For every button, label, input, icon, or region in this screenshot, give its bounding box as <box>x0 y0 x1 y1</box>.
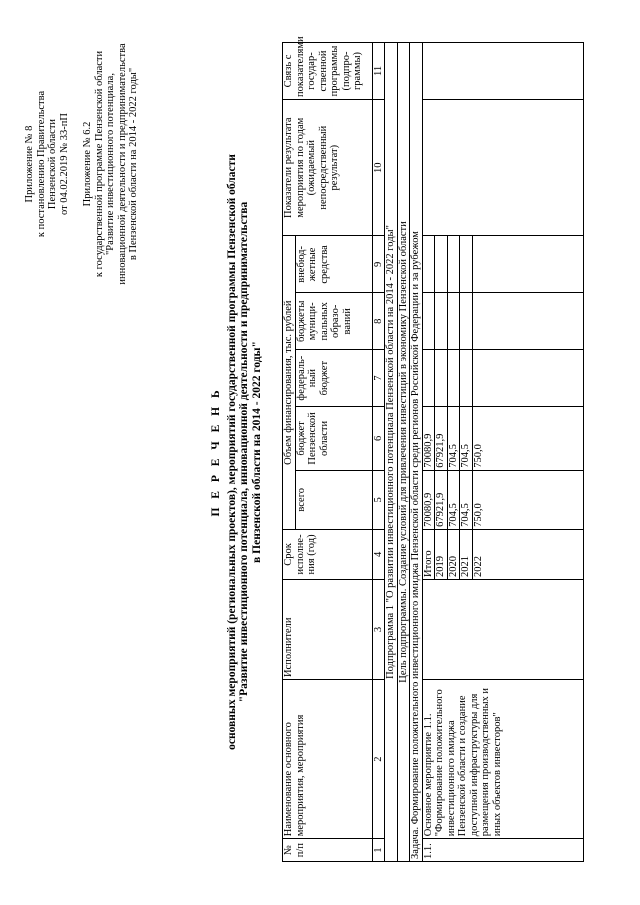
header-indicators: Показатели результата мероприятия по годам (ожидаемый непосредственный результат) <box>283 99 373 235</box>
row-municipal <box>447 293 460 350</box>
subprogram-title: Подпрограмма 1 "О развитии инвестиционного потенциала Пензенской области на 2014 - 2022 годы" <box>385 43 398 862</box>
row-year: Итого <box>422 529 435 579</box>
row-total: 704,5 <box>460 470 473 529</box>
row-regional: 750,0 <box>472 407 583 471</box>
column-number-row <box>372 43 385 862</box>
row-total: 750,0 <box>472 470 583 529</box>
appendix-line: Приложение № 8 <box>24 125 35 203</box>
row-total: 704,5 <box>447 470 460 529</box>
title-line: основных мероприятий (региональных проектов), мероприятий государственной программы Пензенской области <box>225 154 238 750</box>
column-number: 6 <box>372 407 385 471</box>
row-year: 2020 <box>447 529 460 579</box>
header-federal: федераль- ный бюджет <box>295 350 372 407</box>
column-number: 9 <box>372 236 385 293</box>
header-executors: Исполнители <box>283 579 373 679</box>
column-number: 1 <box>372 839 385 862</box>
column-number: 7 <box>372 350 385 407</box>
row-municipal <box>422 293 435 350</box>
task-row <box>410 43 423 862</box>
row-municipal <box>435 293 448 350</box>
table-row <box>422 43 435 862</box>
row-federal <box>460 350 473 407</box>
header-link: Связь с показателями государ- ственной программы (подпро- граммы) <box>283 43 373 100</box>
column-number: 8 <box>372 293 385 350</box>
title-line: в Пензенской области на 2014 - 2022 годы" <box>250 341 263 563</box>
row-extrabudget <box>435 236 448 293</box>
document-title <box>210 12 263 892</box>
appendix-line: Приложение № 6.2 <box>82 121 93 207</box>
activities-table <box>282 36 584 862</box>
appendix-line: Пензенской области <box>47 118 58 210</box>
header-total: всего <box>295 470 372 529</box>
header-term: Срок исполне- ния (год) <box>283 529 373 579</box>
activity-link <box>422 43 583 100</box>
header-row <box>283 43 296 862</box>
activity-executors <box>422 579 583 679</box>
row-extrabudget <box>472 236 583 293</box>
title-word: П Е Р Е Ч Е Н Ь <box>210 387 222 517</box>
row-regional: 704,5 <box>447 407 460 471</box>
activity-name: Основное мероприятие 1.1. "Формирование положительного инвестиционного имиджа Пензенской области и создание доступной инфраструктуры для размещения производственных и иных объектов инвесторов" <box>422 680 583 839</box>
row-federal <box>472 350 583 407</box>
header-num: № п/п <box>283 839 373 862</box>
row-municipal <box>472 293 583 350</box>
header-municipal: бюджеты муници- пальных образо- ваний <box>295 293 372 350</box>
row-extrabudget <box>460 236 473 293</box>
appendix-line: от 04.02.2019 № 33-пП <box>58 112 70 216</box>
goal-row <box>397 43 410 862</box>
activity-indicators <box>422 99 583 235</box>
row-regional: 67921,9 <box>435 407 448 471</box>
row-year: 2022 <box>472 529 583 579</box>
appendix-line: в Пензенской области на 2014 - 2022 годы" <box>128 67 139 261</box>
row-total: 70080,9 <box>422 470 435 529</box>
header-regional: бюджет Пензенской области <box>295 407 372 471</box>
appendix-line: к постановлению Правительства <box>35 90 47 238</box>
rotated-document-page <box>20 12 620 892</box>
column-number: 4 <box>372 529 385 579</box>
appendix-block <box>24 24 140 304</box>
row-municipal <box>460 293 473 350</box>
title-line: "Развитие инвестиционного потенциала, инновационной деятельности и предпринимательства <box>238 201 250 703</box>
row-total: 67921,9 <box>435 470 448 529</box>
header-financing: Объем финансирования, тыс. рублей <box>283 236 296 529</box>
row-regional: 70080,9 <box>422 407 435 471</box>
column-number: 5 <box>372 470 385 529</box>
appendix-line: к государственной программе Пензенской области <box>93 50 105 278</box>
header-name: Наименование основного мероприятия, мероприятия <box>283 680 373 839</box>
column-number: 2 <box>372 680 385 839</box>
row-year: 2021 <box>460 529 473 579</box>
column-number: 11 <box>372 43 385 100</box>
activity-num: 1.1. <box>422 839 583 862</box>
task-text: Задача. Формирование положительного инвестиционного имиджа Пензенской области среди регионов Российской Федерации и за рубежом <box>410 43 423 862</box>
header-extrabudget: внебюд- жетные средства <box>295 236 372 293</box>
row-extrabudget <box>422 236 435 293</box>
row-extrabudget <box>447 236 460 293</box>
column-number: 3 <box>372 579 385 679</box>
goal-text: Цель подпрограммы. Создание условий для привлечения инвестиций в экономику Пензенской области <box>397 43 410 862</box>
row-federal <box>435 350 448 407</box>
row-federal <box>447 350 460 407</box>
row-regional: 704,5 <box>460 407 473 471</box>
column-number: 10 <box>372 99 385 235</box>
row-federal <box>422 350 435 407</box>
appendix-line: инновационной деятельности и предпринимательства <box>116 43 128 285</box>
row-year: 2019 <box>435 529 448 579</box>
subprogram-row <box>385 43 398 862</box>
appendix-line: "Развитие инвестиционного потенциала, <box>105 73 116 255</box>
